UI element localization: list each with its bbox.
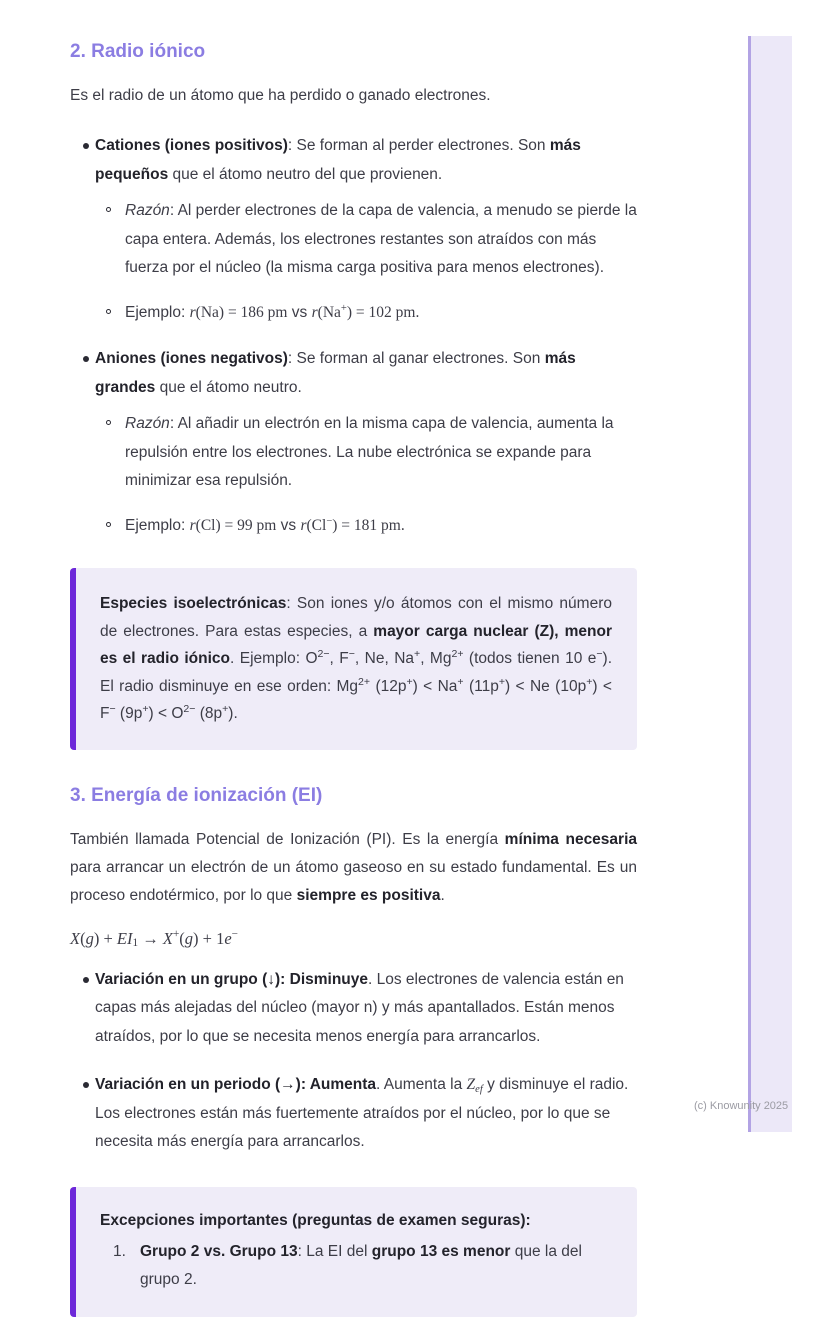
list-item-text: Variación en un grupo (↓): Disminuye. Los electrones de valencia están en capas más alejadas del núcleo (mayor n) y más apantallados. Están menos atraídos, por lo que se necesita menos energía para arrancarlos. (95, 971, 624, 1045)
sublist-item-razon (95, 197, 637, 283)
sublist-item-text: Ejemplo: r(Cl) = 99 pm vs r(Cl−) = 181 pm. (125, 517, 405, 534)
next-page-edge-strip (748, 36, 792, 1132)
section-heading-radio-ionico: 2. Radio iónico (70, 40, 637, 64)
document-page (70, 0, 637, 1317)
bullet-icon (83, 356, 89, 362)
sublist-item-text: Razón: Al perder electrones de la capa de valencia, a menudo se pierde la capa entera. Además, los electrones restantes son atraídos con más fuerza por el núcleo (la misma carga positiva para menos electrones). (125, 202, 637, 276)
aniones-sublist (95, 410, 637, 540)
sublist-item-text: Ejemplo: r(Na) = 186 pm vs r(Na+) = 102 pm. (125, 304, 419, 321)
sublist-item-text: Razón: Al añadir un electrón en la misma capa de valencia, aumenta la repulsión entre los electrones. La nube electrónica se expande para minimizar esa repulsión. (125, 415, 614, 489)
circle-bullet-icon (106, 207, 111, 212)
intro-paragraph: Es el radio de un átomo que ha perdido o ganado electrones. (70, 82, 637, 110)
callout-especies-isoelectronicas (70, 568, 637, 750)
callout-excepciones (70, 1187, 637, 1317)
list-item-text: Aniones (iones negativos): Se forman al ganar electrones. Son más grandes que el átomo neutro. (95, 350, 576, 396)
bullet-icon (83, 143, 89, 149)
callout-text: Especies isoelectrónicas: Son iones y/o átomos con el mismo número de electrones. Para estas especies, a mayor carga nuclear (Z), menor es el radio iónico. Ejemplo: $O^{2-}$, F−, Ne, Na+, $Mg^{2+}$ (todos tienen 10 e−). El radio disminuye en ese orden: $Mg^{2+}$ (12p+) < Na+ (11p+) < Ne (10p+) < F− $(9p^+) < O^{2-}$ (8p+). (100, 595, 612, 722)
energia-intro-paragraph: También llamada Potencial de Ionización (PI). Es la energía mínima necesaria para arrancar un electrón de un átomo gaseoso en su estado fundamental. Es un proceso endotérmico, por lo que siempre es positiva. (70, 826, 637, 910)
section-heading-energia-ionizacion: 3. Energía de ionización (EI) (70, 784, 637, 808)
list-number: 1. (113, 1238, 126, 1266)
radio-ionico-list (70, 132, 637, 540)
circle-bullet-icon (106, 309, 111, 314)
list-item-cationes (70, 132, 637, 327)
list-item-variacion-periodo (70, 1071, 637, 1157)
callout-title: Excepciones importantes (preguntas de examen seguras): (100, 1207, 612, 1235)
circle-bullet-icon (106, 420, 111, 425)
numbered-list-item (113, 1238, 612, 1293)
list-item-variacion-grupo (70, 966, 637, 1052)
numbered-item-text: Grupo 2 vs. Grupo 13: La EI del grupo 13 es menor que la del grupo 2. (140, 1243, 582, 1288)
bullet-icon (83, 977, 89, 983)
sublist-item-razon (95, 410, 637, 496)
cationes-sublist (95, 197, 637, 327)
list-item-text: Variación en un periodo (→): Aumenta. Aumenta la Zef y disminuye el radio. Los electrones están más fuertemente atraídos por el núcleo, por lo que se necesita más energía para arrancarlos. (95, 1076, 628, 1150)
list-item-aniones (70, 345, 637, 540)
bullet-icon (83, 1082, 89, 1088)
sublist-item-ejemplo (95, 299, 637, 328)
circle-bullet-icon (106, 522, 111, 527)
energia-list (70, 966, 637, 1157)
list-item-text: Cationes (iones positivos): Se forman al perder electrones. Son más pequeños que el átomo neutro del que provienen. (95, 137, 581, 183)
ionization-equation: X(g) + EI1 → X+(g) + 1e− (70, 926, 637, 952)
sublist-item-ejemplo (95, 512, 637, 541)
copyright-watermark: (c) Knowunity 2025 (694, 1100, 788, 1112)
